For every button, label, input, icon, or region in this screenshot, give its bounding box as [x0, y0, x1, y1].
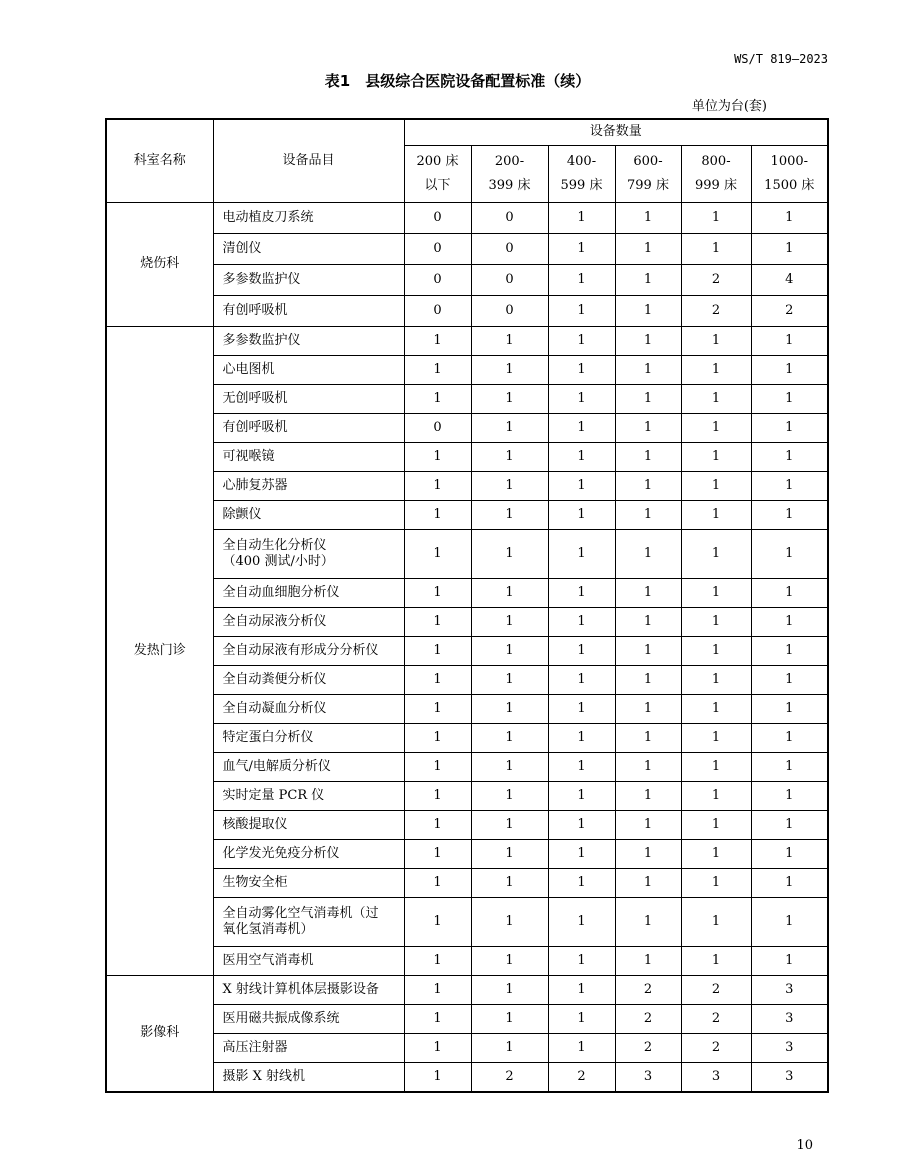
bed-range-header: 400- 599 床 [548, 145, 615, 202]
quantity-cell: 1 [471, 471, 548, 500]
quantity-cell: 1 [548, 868, 615, 897]
quantity-cell: 1 [471, 500, 548, 529]
quantity-cell: 1 [404, 897, 471, 946]
table-row [106, 384, 828, 413]
quantity-cell: 1 [681, 897, 751, 946]
quantity-cell: 1 [548, 295, 615, 326]
quantity-cell: 1 [615, 202, 681, 233]
quantity-cell: 1 [471, 868, 548, 897]
quantity-cell: 1 [751, 665, 828, 694]
department-name: 影像科 [106, 975, 213, 1092]
col-header-item: 设备品目 [213, 119, 404, 202]
quantity-cell: 1 [548, 636, 615, 665]
quantity-cell: 2 [548, 1062, 615, 1092]
quantity-cell: 1 [681, 752, 751, 781]
quantity-cell: 1 [548, 975, 615, 1004]
quantity-cell: 1 [471, 1004, 548, 1033]
quantity-cell: 1 [548, 264, 615, 295]
quantity-cell: 1 [751, 781, 828, 810]
equipment-name: 核酸提取仪 [213, 810, 404, 839]
quantity-cell: 1 [615, 839, 681, 868]
equipment-name: 化学发光免疫分析仪 [213, 839, 404, 868]
quantity-cell: 1 [681, 868, 751, 897]
quantity-cell: 1 [615, 384, 681, 413]
equipment-name: 电动植皮刀系统 [213, 202, 404, 233]
quantity-cell: 2 [471, 1062, 548, 1092]
quantity-cell: 2 [751, 295, 828, 326]
quantity-cell: 1 [615, 471, 681, 500]
quantity-cell: 1 [751, 355, 828, 384]
table-row [106, 1062, 828, 1092]
quantity-cell: 1 [751, 752, 828, 781]
quantity-cell: 1 [404, 781, 471, 810]
quantity-cell: 1 [404, 694, 471, 723]
quantity-cell: 1 [471, 694, 548, 723]
table-row [106, 326, 828, 355]
quantity-cell: 1 [471, 810, 548, 839]
quantity-cell: 1 [548, 1004, 615, 1033]
table-row [106, 202, 828, 233]
equipment-name: 多参数监护仪 [213, 326, 404, 355]
quantity-cell: 1 [681, 413, 751, 442]
quantity-cell: 1 [615, 781, 681, 810]
quantity-cell: 1 [548, 202, 615, 233]
quantity-cell: 3 [681, 1062, 751, 1092]
quantity-cell: 2 [681, 975, 751, 1004]
quantity-cell: 1 [751, 384, 828, 413]
quantity-cell: 1 [404, 752, 471, 781]
table-row [106, 752, 828, 781]
quantity-cell: 1 [471, 578, 548, 607]
quantity-cell: 1 [471, 752, 548, 781]
quantity-cell: 0 [404, 233, 471, 264]
quantity-cell: 1 [615, 665, 681, 694]
quantity-cell: 0 [404, 295, 471, 326]
table-row [106, 233, 828, 264]
quantity-cell: 3 [751, 1004, 828, 1033]
quantity-cell: 0 [471, 233, 548, 264]
quantity-cell: 1 [404, 636, 471, 665]
quantity-cell: 1 [404, 868, 471, 897]
quantity-cell: 1 [404, 839, 471, 868]
quantity-cell: 1 [471, 665, 548, 694]
quantity-cell: 2 [681, 264, 751, 295]
quantity-cell: 1 [404, 1004, 471, 1033]
quantity-cell: 1 [404, 1062, 471, 1092]
quantity-cell: 1 [615, 355, 681, 384]
quantity-cell: 1 [471, 636, 548, 665]
bed-range-header: 800- 999 床 [681, 145, 751, 202]
quantity-cell: 1 [681, 810, 751, 839]
quantity-cell: 1 [548, 810, 615, 839]
table-row [106, 665, 828, 694]
quantity-cell: 1 [548, 752, 615, 781]
table-row [106, 471, 828, 500]
quantity-cell: 1 [681, 442, 751, 471]
table-row [106, 975, 828, 1004]
quantity-cell: 2 [681, 295, 751, 326]
department-name: 烧伤科 [106, 202, 213, 326]
quantity-cell: 1 [471, 897, 548, 946]
quantity-cell: 1 [681, 839, 751, 868]
quantity-cell: 1 [681, 529, 751, 578]
quantity-cell: 1 [404, 355, 471, 384]
table-row [106, 442, 828, 471]
quantity-cell: 1 [471, 975, 548, 1004]
quantity-cell: 1 [751, 946, 828, 975]
quantity-cell: 1 [615, 810, 681, 839]
quantity-cell: 1 [404, 665, 471, 694]
table-title: 表1 县级综合医院设备配置标准（续） [324, 72, 591, 90]
quantity-cell: 0 [404, 264, 471, 295]
table-row [106, 607, 828, 636]
quantity-cell: 1 [681, 233, 751, 264]
quantity-cell: 1 [548, 1033, 615, 1062]
quantity-cell: 1 [471, 839, 548, 868]
quantity-cell: 1 [548, 897, 615, 946]
equipment-name: 全自动尿液分析仪 [213, 607, 404, 636]
quantity-cell: 1 [471, 355, 548, 384]
quantity-cell: 1 [548, 578, 615, 607]
quantity-cell: 2 [615, 975, 681, 1004]
bed-range-header: 600- 799 床 [615, 145, 681, 202]
quantity-cell: 1 [404, 500, 471, 529]
quantity-cell: 1 [404, 442, 471, 471]
quantity-cell: 1 [404, 723, 471, 752]
quantity-cell: 1 [751, 326, 828, 355]
table-row [106, 839, 828, 868]
quantity-cell: 1 [404, 471, 471, 500]
quantity-cell: 1 [548, 233, 615, 264]
quantity-cell: 1 [471, 607, 548, 636]
col-header-dept: 科室名称 [106, 119, 213, 202]
quantity-cell: 1 [751, 723, 828, 752]
quantity-cell: 1 [404, 810, 471, 839]
equipment-name: 实时定量 PCR 仪 [213, 781, 404, 810]
bed-range-header: 200 床 以下 [404, 145, 471, 202]
quantity-cell: 1 [615, 326, 681, 355]
quantity-cell: 1 [751, 868, 828, 897]
equipment-name: 全自动凝血分析仪 [213, 694, 404, 723]
quantity-cell: 1 [471, 384, 548, 413]
table-row [106, 295, 828, 326]
equipment-name: 特定蛋白分析仪 [213, 723, 404, 752]
quantity-cell: 1 [615, 694, 681, 723]
quantity-cell: 1 [751, 471, 828, 500]
quantity-cell: 1 [751, 500, 828, 529]
quantity-cell: 1 [404, 578, 471, 607]
quantity-cell: 1 [681, 578, 751, 607]
equipment-name: 摄影 X 射线机 [213, 1062, 404, 1092]
bed-range-header: 200- 399 床 [471, 145, 548, 202]
quantity-cell: 1 [681, 781, 751, 810]
equipment-name: 有创呼吸机 [213, 413, 404, 442]
equipment-name: 血气/电解质分析仪 [213, 752, 404, 781]
quantity-cell: 1 [548, 471, 615, 500]
equipment-name: 多参数监护仪 [213, 264, 404, 295]
quantity-cell: 1 [548, 694, 615, 723]
quantity-cell: 1 [615, 636, 681, 665]
quantity-cell: 1 [615, 295, 681, 326]
quantity-cell: 1 [681, 202, 751, 233]
quantity-cell: 1 [548, 839, 615, 868]
equipment-name: 生物安全柜 [213, 868, 404, 897]
quantity-cell: 1 [615, 607, 681, 636]
quantity-cell: 0 [471, 264, 548, 295]
page-number: 10 [796, 1138, 813, 1153]
quantity-cell: 1 [615, 897, 681, 946]
quantity-cell: 0 [471, 295, 548, 326]
table-row [106, 355, 828, 384]
equipment-name: 除颤仪 [213, 500, 404, 529]
table-row [106, 810, 828, 839]
quantity-cell: 1 [681, 471, 751, 500]
quantity-cell: 1 [548, 665, 615, 694]
quantity-cell: 1 [548, 607, 615, 636]
quantity-cell: 1 [615, 442, 681, 471]
equipment-name: 医用空气消毒机 [213, 946, 404, 975]
quantity-cell: 1 [681, 607, 751, 636]
quantity-cell: 1 [751, 202, 828, 233]
table-row [106, 1004, 828, 1033]
equipment-name: 全自动尿液有形成分分析仪 [213, 636, 404, 665]
table-row [106, 1033, 828, 1062]
quantity-cell: 1 [471, 529, 548, 578]
quantity-cell: 1 [615, 868, 681, 897]
quantity-cell: 1 [681, 665, 751, 694]
quantity-cell: 1 [471, 413, 548, 442]
quantity-cell: 1 [751, 636, 828, 665]
equipment-name: 全自动粪便分析仪 [213, 665, 404, 694]
equipment-name: 有创呼吸机 [213, 295, 404, 326]
equipment-name: 全自动雾化空气消毒机（过 氧化氢消毒机） [213, 897, 404, 946]
quantity-cell: 1 [681, 355, 751, 384]
quantity-cell: 1 [548, 723, 615, 752]
quantity-cell: 1 [548, 442, 615, 471]
quantity-cell: 1 [471, 442, 548, 471]
table-row [106, 723, 828, 752]
col-header-quantity: 设备数量 [404, 119, 828, 145]
quantity-cell: 4 [751, 264, 828, 295]
quantity-cell: 2 [681, 1033, 751, 1062]
equipment-table [105, 118, 829, 1093]
quantity-cell: 1 [471, 1033, 548, 1062]
quantity-cell: 2 [615, 1033, 681, 1062]
quantity-cell: 1 [615, 578, 681, 607]
quantity-cell: 1 [751, 839, 828, 868]
quantity-cell: 1 [751, 529, 828, 578]
equipment-name: 心电图机 [213, 355, 404, 384]
department-name: 发热门诊 [106, 326, 213, 975]
quantity-cell: 1 [751, 897, 828, 946]
quantity-cell: 1 [548, 946, 615, 975]
quantity-cell: 1 [681, 946, 751, 975]
quantity-cell: 1 [751, 233, 828, 264]
quantity-cell: 1 [751, 607, 828, 636]
quantity-cell: 1 [404, 529, 471, 578]
quantity-cell: 1 [548, 384, 615, 413]
quantity-cell: 1 [615, 529, 681, 578]
equipment-name: 高压注射器 [213, 1033, 404, 1062]
standard-code: WS/T 819—2023 [734, 52, 828, 66]
equipment-name: X 射线计算机体层摄影设备 [213, 975, 404, 1004]
quantity-cell: 0 [404, 413, 471, 442]
quantity-cell: 1 [615, 946, 681, 975]
unit-note: 单位为台(套) [691, 99, 767, 114]
quantity-cell: 1 [404, 1033, 471, 1062]
quantity-cell: 1 [615, 723, 681, 752]
quantity-cell: 1 [615, 264, 681, 295]
quantity-cell: 1 [548, 355, 615, 384]
quantity-cell: 1 [751, 578, 828, 607]
quantity-cell: 1 [615, 233, 681, 264]
quantity-cell: 3 [751, 1033, 828, 1062]
quantity-cell: 3 [751, 975, 828, 1004]
table-row [106, 578, 828, 607]
quantity-cell: 1 [615, 500, 681, 529]
quantity-cell: 1 [548, 500, 615, 529]
quantity-cell: 1 [681, 723, 751, 752]
quantity-cell: 1 [681, 694, 751, 723]
quantity-cell: 1 [681, 500, 751, 529]
quantity-cell: 1 [404, 326, 471, 355]
equipment-name: 可视喉镜 [213, 442, 404, 471]
quantity-cell: 1 [548, 781, 615, 810]
table-row [106, 946, 828, 975]
quantity-cell: 1 [404, 607, 471, 636]
equipment-name: 全自动生化分析仪 （400 测试/小时） [213, 529, 404, 578]
quantity-cell: 1 [681, 384, 751, 413]
table-row [106, 529, 828, 578]
quantity-cell: 2 [615, 1004, 681, 1033]
quantity-cell: 1 [471, 946, 548, 975]
equipment-name: 无创呼吸机 [213, 384, 404, 413]
quantity-cell: 3 [751, 1062, 828, 1092]
quantity-cell: 1 [615, 752, 681, 781]
table-row [106, 500, 828, 529]
quantity-cell: 1 [471, 781, 548, 810]
quantity-cell: 1 [751, 694, 828, 723]
equipment-name: 全自动血细胞分析仪 [213, 578, 404, 607]
quantity-cell: 1 [404, 384, 471, 413]
equipment-name: 心肺复苏器 [213, 471, 404, 500]
table-row [106, 694, 828, 723]
quantity-cell: 1 [548, 413, 615, 442]
table-row [106, 897, 828, 946]
quantity-cell: 1 [471, 723, 548, 752]
quantity-cell: 1 [681, 326, 751, 355]
quantity-cell: 0 [404, 202, 471, 233]
quantity-cell: 1 [404, 975, 471, 1004]
quantity-cell: 2 [681, 1004, 751, 1033]
quantity-cell: 1 [615, 413, 681, 442]
table-row [106, 868, 828, 897]
equipment-name: 清创仪 [213, 233, 404, 264]
quantity-cell: 1 [471, 326, 548, 355]
quantity-cell: 1 [548, 529, 615, 578]
quantity-cell: 1 [681, 636, 751, 665]
table-row [106, 781, 828, 810]
quantity-cell: 0 [471, 202, 548, 233]
bed-range-header: 1000- 1500 床 [751, 145, 828, 202]
table-row [106, 636, 828, 665]
table-row [106, 413, 828, 442]
quantity-cell: 1 [404, 946, 471, 975]
quantity-cell: 3 [615, 1062, 681, 1092]
quantity-cell: 1 [548, 326, 615, 355]
equipment-name: 医用磁共振成像系统 [213, 1004, 404, 1033]
quantity-cell: 1 [751, 810, 828, 839]
quantity-cell: 1 [751, 413, 828, 442]
table-row [106, 264, 828, 295]
quantity-cell: 1 [751, 442, 828, 471]
